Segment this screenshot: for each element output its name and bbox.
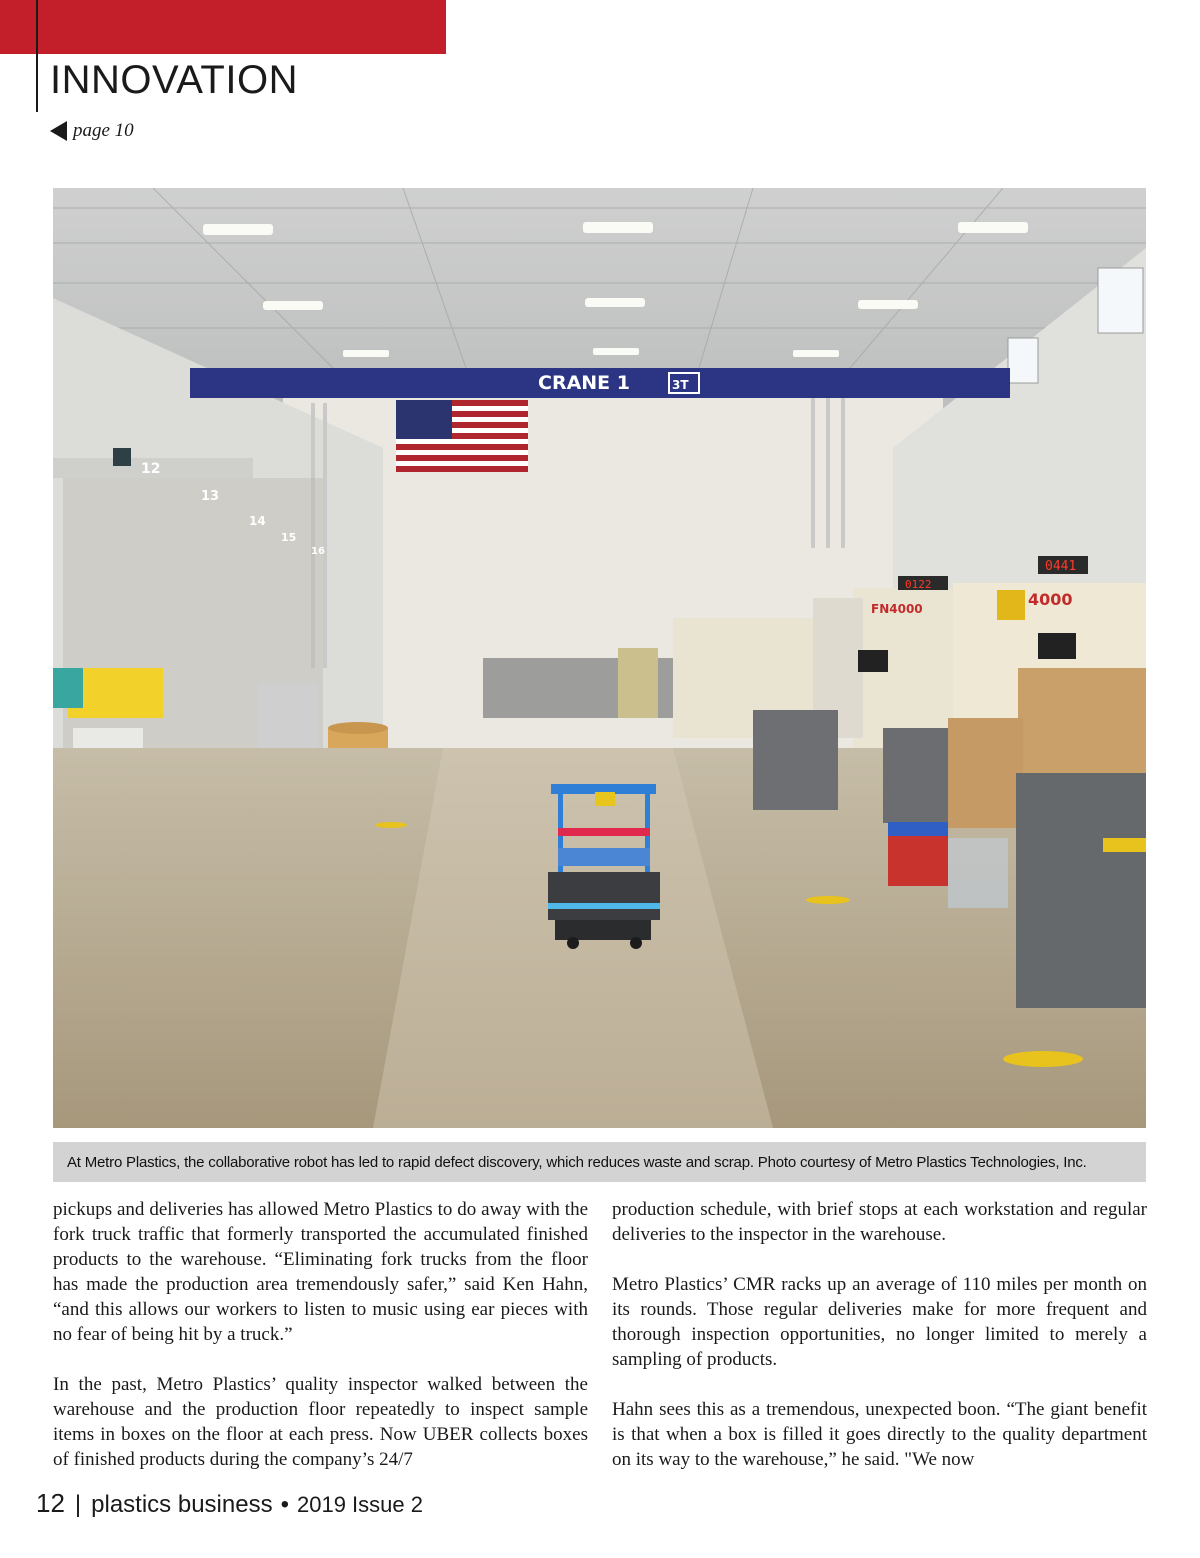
crane-sign: CRANE 1	[538, 372, 630, 394]
crane-capacity: 3T	[672, 378, 689, 392]
continued-from[interactable]	[50, 120, 134, 142]
article-column-right	[612, 1197, 1147, 1497]
publication-name: plastics business	[91, 1491, 273, 1518]
counter-b: 0122	[905, 578, 932, 591]
photo-caption: At Metro Plastics, the collaborative robot has led to rapid defect discovery, which reduces waste and scrap. Photo courtesy of Metro Plastics Technologies, Inc.	[53, 1142, 1146, 1182]
bay-number: 15	[281, 531, 297, 544]
header-red-bar	[0, 0, 446, 54]
bay-number: 13	[201, 489, 220, 504]
issue-label: 2019 Issue 2	[296, 1492, 423, 1517]
press-label: FN4000	[871, 602, 923, 616]
counter-a: 0441	[1045, 559, 1077, 574]
bay-number: 16	[311, 546, 325, 557]
article-paragraph: In the past, Metro Plastics’ quality inspector walked between the warehouse and the production floor repeatedly to inspect sample items in boxes on the floor at each press. Now UBER collects boxes of finished products during the company’s 24/7	[53, 1374, 588, 1470]
article-paragraph: pickups and deliveries has allowed Metro Plastics to do away with the fork truck traffic that formerly transported the accumulated finished products to the warehouse. “Eliminating fork trucks from the floor has made the production area tremendously safer,” said Ken Hahn, “and this allows our workers to listen to music using ear pieces with no fear of being hit by a truck.”	[53, 1199, 588, 1345]
bay-number: 12	[141, 461, 161, 477]
back-arrow-icon	[50, 121, 67, 141]
article-paragraph: Metro Plastics’ CMR racks up an average of 110 miles per month on its rounds. Those regular deliveries make for more frequent and thorough inspection opportunities, no longer limited to merely a sampling of products.	[612, 1274, 1147, 1370]
bay-number: 14	[249, 514, 266, 528]
footer-separator: |	[74, 1491, 82, 1518]
press-label: 4000	[1028, 590, 1073, 609]
us-flag-icon	[396, 400, 528, 472]
factory-photo	[53, 188, 1146, 1128]
section-title: INNOVATION	[50, 58, 298, 102]
article-paragraph: production schedule, with brief stops at each workstation and regular deliveries to the inspector in the warehouse.	[612, 1199, 1147, 1245]
header-rule	[36, 0, 38, 112]
page-footer	[36, 1488, 423, 1519]
article-paragraph: Hahn sees this as a tremendous, unexpected boon. “The giant benefit is that when a box is filled it goes directly to the quality department on its way to the warehouse,” he said. "We now	[612, 1399, 1147, 1470]
page-number: 12	[36, 1488, 65, 1518]
article-column-left	[53, 1197, 588, 1497]
footer-bullet: •	[280, 1491, 289, 1518]
page-ref-label: page 10	[73, 120, 134, 141]
